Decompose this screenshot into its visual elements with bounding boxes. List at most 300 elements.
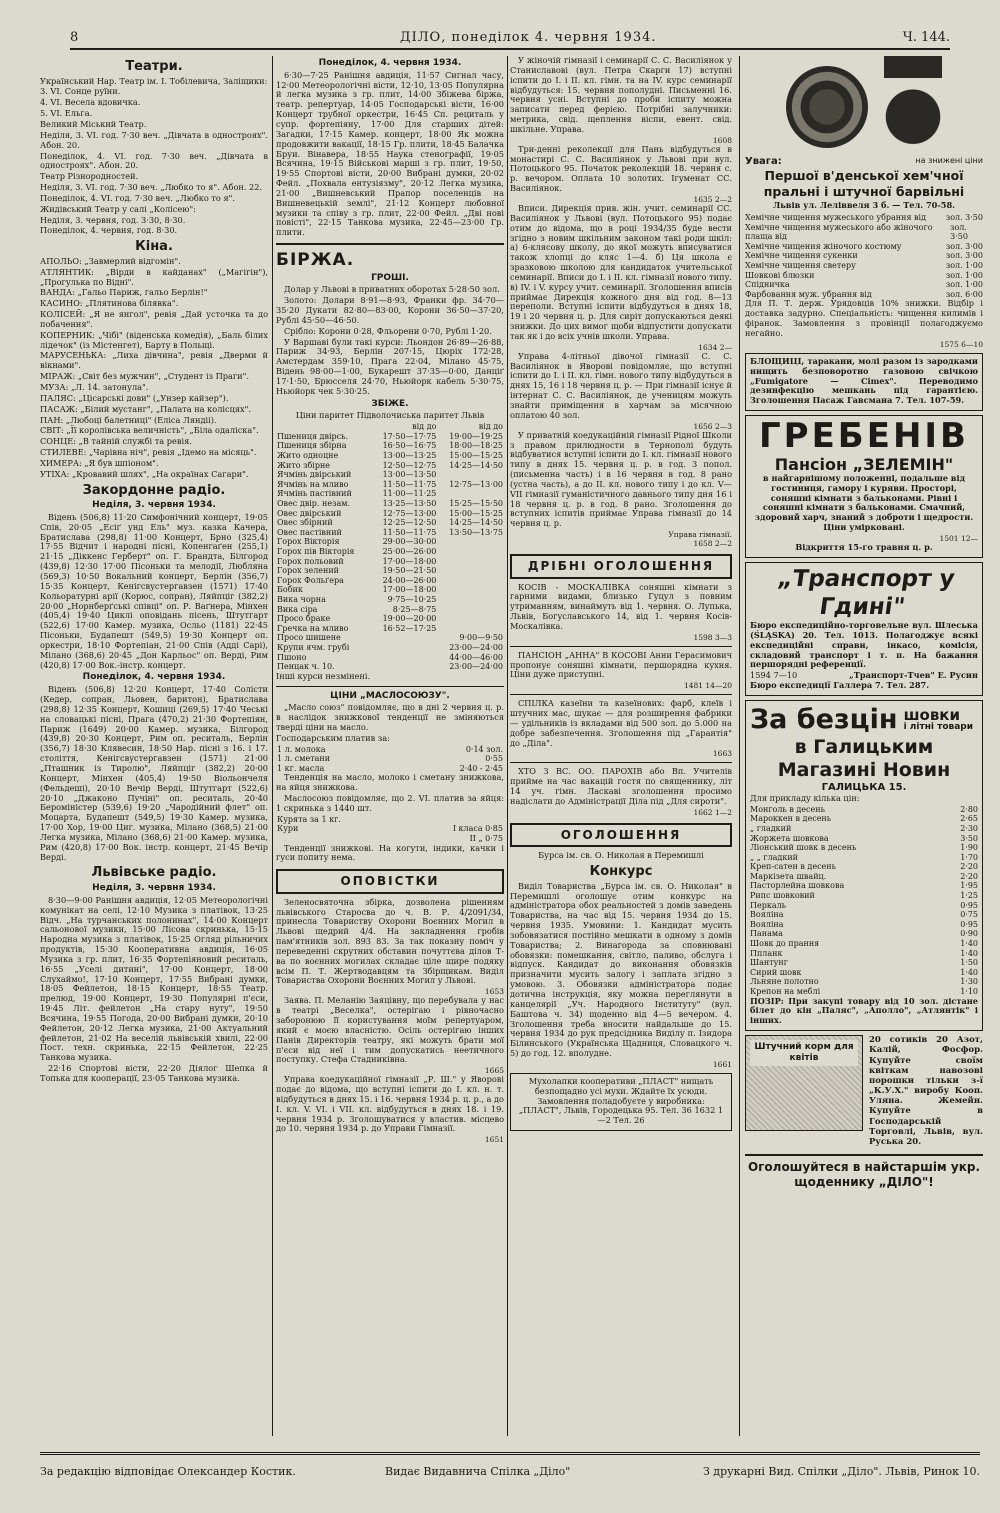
- cinema-item: МУЗА: „Л. 14. затонула".: [40, 381, 149, 392]
- section-cinema-heading: Кіна.: [135, 239, 173, 255]
- notice-ternopil-gymnasium: У приватній коедукаційній гімназії Рідної Школи з правом прилюдности в Тернополі будуть відбуватися вступні іспити до I. кл. гімназії нового типу в днях 15. червня ц. р. в год. 3 попол. (письменна часть) і в 16 червня в год. 8 рано (устна часть), а до II. кл. нового типу і до кл. V—VII гімназії гуманістичного давнього типу дня 16 і 18 червня ц. р. в год. 8 рано. Зголошення до вступних іспитів приймає Управа гімназії до 14 червня ц. р.: [510, 429, 732, 529]
- grain-table-header: [276, 422, 504, 432]
- silk-price: 1·40: [960, 967, 978, 977]
- silk-price: 1·30: [960, 977, 978, 987]
- notice-gymnasium-yavoriv: Управа коедукаційної гімназії „Р. Ш." у Яворові подає до відома, що вступні іспити до I. кл. н. т. відбудуться в днях 15. і 16. червня 1934 р. ц. р., а до I. кл. V. VI. і VII. кл. відбудуться в днях 18. і 19. червня 1934 р. Зголошуватися у властив. місцево до 10. червня 1934 р. до Управи Гімназії.: [276, 1074, 504, 1134]
- grain-price-lviv: [437, 614, 504, 624]
- maslosoyuz-tendency: Тенденція на масло, молоко і сметану знижкова, на яйця знижкова.: [276, 772, 504, 793]
- grain-row: [276, 614, 504, 624]
- silk-price-row: [750, 958, 978, 968]
- notice-retreat: Три-денні реколекції для Пань відбудуться в монастирі С. С. Василіянок у Львові при вул. Потоцького 95. Початок реколекцій 18. червня с. р. вечором. Оплата 10 золотих. Ігуменат СС. Василіянок.: [510, 143, 732, 194]
- maslo-item: 1 л. молока: [277, 744, 326, 754]
- grain-row: [276, 633, 504, 643]
- grain-name: Вика чорна: [277, 594, 326, 604]
- notice-ref: 1665: [484, 1066, 504, 1076]
- dye-price: зол. 3·50: [950, 222, 968, 242]
- column-2: [276, 56, 504, 1446]
- lviv-radio-monday-text: 6·30—7·25 Ранішня авдиція, 11·57 Сигнал часу, 12·00 Метеорологічні вісти, 12·10, 13·05 Популярна й легка музика з гр. плит, 14·00 Збіжева біржа, театр. репертуар, 14·05 Господарські вісти, 16·00 Концерт трубної оркестри, 16·45 Сп. рециталь у супр. фортепіяну, 17·00 Для старших дітей: Загадки, 17·15 Камер. концерт, 18·00 Як можна продовжити вакації, 18·15 Гр. плити, 18·45 Балачка Бруи. Вінавера, 18·55 Наука стенографії, 19·05 Всячина, 19·15 Військові марші з гр. плит, 19·50, 19·55 Спортові вісти, 20·00 Вибрані думки, 20·02 Фейл. „Похвала ентузіязму", 20·12 Легка музика, 21·00 „Вишневський Прапор поселенців на Вишневецькій землі", 21·12 Концерт любовної музики та співу з гр. плит, 22·00 Фейл. „Дві нові повісті", 22·15 Танкова музика, 22·45—23·00 Гр. плити.: [276, 69, 504, 238]
- notice-ref: 1634 2—: [698, 342, 732, 352]
- dye-service: Хемічне чищення мужеського або жіночого плаща від: [745, 222, 933, 242]
- silk-price: 3·50: [960, 833, 978, 843]
- notice-ref: 1656 2—3: [693, 421, 732, 431]
- dye-price: зол. 3·00: [945, 251, 983, 261]
- theatre-item: 3. VI. Сонце руїни.: [40, 86, 121, 97]
- maslo-price: 0·14 зол.: [465, 744, 503, 754]
- grain-price-pidvolochysk: 12·50—12·75: [382, 460, 437, 470]
- grain-price-lviv: 15·25—15·50: [449, 499, 503, 508]
- bedbug-text: БЛОЩИЦІ, таракани, молі разом із зародками нищить безповоротно газовою свічкою „Fumigatore — Cimex". Переводимо дезинфекцію мешкань під гарантією. Зголошення Пасаж Гавсмана 7. Тел. 107-59.: [750, 355, 978, 406]
- grain-price-pidvolochysk: 17·50—17·75: [382, 431, 437, 441]
- grain-price-pidvolochysk: 19·50—21·50: [382, 566, 437, 576]
- dye-price: зол. 3·00: [945, 241, 983, 251]
- grain-price-lviv: 23·00—24·00: [449, 662, 503, 672]
- grain-row: [276, 470, 504, 480]
- grain-row: [276, 480, 504, 490]
- dye-ad-title: Першої в'денської хем'чної пральні і штучної барвільні: [763, 168, 965, 199]
- grain-price-lviv: 9·00—9·50: [459, 633, 503, 643]
- gold-text: Золото: Долари 8·91—8·93, Франки фр. 34·70—35·20 Дукати 82·80—83·00, Корони 36·50—37·20, Рублі 45·50—46·50.: [276, 295, 504, 325]
- dye-service: Шовкові блюзки: [745, 270, 815, 280]
- dye-price: зол. 6·00: [945, 289, 983, 299]
- grain-row: [276, 585, 504, 595]
- silk-price: 2·80: [960, 804, 978, 814]
- section-theatres-heading: Театри.: [125, 59, 183, 74]
- grain-price-pidvolochysk: [371, 653, 438, 663]
- small-ad-parishes: ХТО З ВС. ОО. ПАРОХІВ або Вп. Учителів прийме на час вакацій гостя по священнику, літ 14 уч. гімн. Ласкаві зголошення просимо надіслати до Адміністрації Діла під „Для сироти".: [510, 766, 732, 807]
- page-number: 8: [70, 30, 79, 45]
- silk-item: Рипс шовковий: [750, 891, 815, 901]
- column-divider: [272, 56, 273, 1436]
- notice-ref: 1658 2—2: [693, 539, 732, 549]
- silver-text: Срібло: Корони 0·28, Фльорени 0·70, Рублі 1·20.: [284, 325, 492, 336]
- grain-price-table: [276, 422, 504, 671]
- silk-price: 1·95: [960, 881, 978, 891]
- maslo-row: [276, 745, 504, 755]
- theatre-item: Жидівський Театр у салі „Колісею":: [40, 203, 196, 214]
- theatre-item: 5. VI. Ельга.: [40, 108, 93, 119]
- grain-row: [276, 557, 504, 567]
- grain-price-lviv: 19·00—19·25: [449, 431, 503, 441]
- silk-item: Мароккен в десень: [750, 814, 832, 824]
- silk-price-row: [750, 814, 978, 824]
- grain-name: Вика сіра: [277, 604, 318, 614]
- grain-col-header: від до: [412, 422, 437, 432]
- grain-row: [276, 441, 504, 451]
- fertilizer-text: 20 сотиків 20 Азот, Калій, Фосфор. Купуйте своїм квіткам навозові порошки тільки з-ї „К.У.Х." виробу Кооп. Уляна. Жемейн. Купуйте в Господарській Торговлі, Львів, вул. Руська 20.: [869, 1035, 983, 1148]
- footer-editor: За редакцію відповідає Олександер Костик.: [40, 1465, 296, 1478]
- grain-name: Крупи ячм. грубі: [277, 642, 350, 652]
- galician-store-ad: [745, 700, 983, 1031]
- grain-price-lviv: [437, 595, 504, 605]
- small-ad-kosiv: КОСІВ - МОСКАЛІВКА соняшні кімнати з гарними видами, близько Гуцул з повним утриманням, винаймуть від 1. червня. О. Лупька, Львів, Богуславського 14, від 1. червня Косів-Москалівка.: [510, 581, 732, 631]
- cinema-listings: [40, 257, 268, 480]
- grain-price-pidvolochysk: 9·75—10·25: [387, 594, 437, 604]
- poultry-price: [403, 815, 504, 825]
- fertilizer-label: Штучний корм для квітів: [750, 1040, 858, 1066]
- footer-publisher: Видає Видавнича Спілка „Діло": [385, 1465, 571, 1478]
- cinema-item: АТЛЯНТИК: „Вірди в кайданах" („Магігін"), „Прогулька по Відні".: [40, 266, 268, 287]
- silk-price-row: [750, 968, 978, 978]
- silk-item: Креп-сатен в десень: [750, 862, 836, 872]
- notice-ref: 1653: [484, 987, 504, 997]
- cinema-item: АПОЛЬО: „Завмерлий відгомін".: [40, 255, 181, 266]
- small-ad-casein: СПІЛКА казеїни та казеїнових: фарб, клеїв і штучних мас, шукає — для розширення фабрики — удільників із вкладами від 500 зол. до 5.000 на добре забезпечення. Зголошення під „Гарантія" до „Діла".: [510, 698, 732, 748]
- store-address: ГАЛИЦЬКА 15.: [821, 781, 907, 793]
- poultry-price: I класа 0·85: [452, 824, 503, 834]
- cinema-item: КОПЕРНИК: „Чібі" (віденська комедія), „Баль білих лідечок" (із Містенгет), Барту в Польщі.: [40, 329, 268, 350]
- dye-service: Спідничка: [745, 280, 790, 290]
- silk-item: Маркізета швайц.: [750, 871, 827, 881]
- grain-col-header: від до: [478, 422, 503, 432]
- silk-item: Монголь в десень: [750, 804, 825, 814]
- dye-price-row: [745, 213, 983, 223]
- seal-icon: [786, 66, 868, 148]
- silk-price-row: [750, 881, 978, 891]
- theatre-listings: [40, 77, 268, 237]
- grain-price-lviv: 18·00—18·25: [449, 441, 503, 451]
- grain-name: Бобик: [277, 585, 303, 595]
- grain-price-lviv: [437, 547, 504, 557]
- page-header: [70, 28, 950, 50]
- lviv-radio-sunday-heading: Неділя, 3. червня 1934.: [92, 883, 216, 894]
- grain-price-pidvolochysk: 11·50—11·75: [382, 527, 437, 537]
- silk-item: Крепон на меблі: [750, 987, 821, 997]
- section-lviv-radio-heading: Львівське радіо.: [91, 865, 217, 881]
- notice-statement: Заява. П. Меланію Заяцівну, що перебувала у нас в театрі „Веселка", остерігаю і рівночасно заборонюю її користування моїм репертуаром, який є моєю власністю. Осіль остерігаю інших Панів Директорів театру, які можуть брати мої п'єси від неї і тим допускатись неетичного поступку. Стефа Стадниківна.: [276, 995, 504, 1065]
- store-notice: ПОЗІР: При закупі товару від 10 зол. дістане білет до кін „Паляс", „Аполло", „Атлянтік" і інших.: [750, 995, 978, 1026]
- notice-enrolment: Вписи. Дирекція прив. жін. учит. семинарії СС. Василіянок у Львові (вул. Потоцького 95) подає отим до відома, що в році 1934/35 буде вести згідно з новим шкільним законом такі роди шкіл: а) 6-клясову школу, до якої можуть вписуватися також хлопці до кляс 1—4. б) Ця школа є зразковою школою для кандидаток учительської семинарії. Вписи до I. і II. кл. гімназії нового типу. в) IV. і V. курсу учит. семинарії. Зголошення вписів приймає Дирекція кожного дня від год. 8—13 переполи. Вступні іспити відбудуться в днях 18, 19 і 20 червня ц. р. Для сиріт допускаються деякі знижки. До цих вимог щоби відпустити допускати так як і до всіх учнів школи. Управа.: [510, 202, 732, 341]
- silk-item: Шовк до прання: [750, 939, 820, 949]
- silk-price: 0·95: [960, 900, 978, 910]
- maslosoyuz-eggs: Маслосоюз повідомляє, що 2. VI. платив за яйця: 1 скринька з 1440 шт.: [276, 793, 504, 814]
- advertise-in-dilo: Оголошуйтеся в найстаршім укр. щоденнику „ДІЛО"!: [745, 1154, 983, 1189]
- dye-service: Хемічне чищення жіночого костюму: [745, 241, 902, 251]
- notice-ref: 1635 2—2: [693, 194, 732, 204]
- grain-name: Овес пастівний: [277, 527, 342, 537]
- store-price-list: [750, 805, 978, 997]
- grain-row: [276, 537, 504, 547]
- maslo-item: 1 кг. масла: [277, 763, 325, 773]
- grain-price-lviv: 14·25—14·50: [449, 460, 503, 470]
- silk-item: Сирий шовк: [750, 967, 802, 977]
- grain-price-pidvolochysk: 25·00—26·00: [382, 546, 437, 556]
- grain-name: Ячмінь пастівний: [277, 489, 352, 499]
- silk-price: 1·70: [960, 852, 978, 862]
- ad-ref: 1663: [712, 749, 732, 759]
- grain-name: Овес збірний: [277, 518, 333, 528]
- silk-item: „ „ гладкий: [750, 852, 799, 862]
- silk-price-row: [750, 949, 978, 959]
- dye-service: Хемічне чищення мужеського убрання від: [745, 213, 927, 223]
- grain-row: [276, 605, 504, 615]
- silk-price: 2·30: [960, 823, 978, 833]
- grain-price-pidvolochysk: 17·00—18·00: [382, 585, 437, 595]
- grain-row: [276, 499, 504, 509]
- theatre-item: Неділя, 3. червня, год. 3·30, 8·30.: [40, 214, 186, 225]
- money-heading: ГРОШІ.: [371, 272, 409, 283]
- grain-price-pidvolochysk: 13·00—13·50: [382, 470, 437, 480]
- silk-item: Шантунг: [750, 958, 788, 968]
- grain-row: [276, 461, 504, 471]
- store-goods: [904, 707, 973, 733]
- grain-name: Ячмінь на мливо: [277, 479, 349, 489]
- transport-bureau: Бюро експедиції Галлера 7. Тел. 287.: [750, 680, 930, 691]
- cinema-item: МІРАЖ: „Світ без мужчин", „Студент із Праги".: [40, 371, 250, 382]
- notice-stanislaviv-gymnasium: У жіночій гімназії і семинарії С. С. Василіянок у Станиславові (вул. Петра Скарги 17) вступні іспити до I. і II. кл. гімн. та на IV. курс семинарії відбудуться: 15. червня пополудні. Письменні 16. червня усні. Вступні до проби іспиту можна записати перед ферією. Потрібні залучники: метрика, свід. щеплення віспи, евент. свід. шкільне. Управа.: [510, 56, 732, 134]
- silk-price: 1·40: [960, 948, 978, 958]
- silk-price: 2·20: [960, 871, 978, 881]
- grain-name: Пшениця збірна: [277, 441, 347, 451]
- grain-row: [276, 576, 504, 586]
- grain-row: [276, 432, 504, 442]
- silk-price: 1·90: [960, 843, 978, 853]
- silk-price: 1·50: [960, 958, 978, 968]
- silk-price-row: [750, 977, 978, 987]
- grain-price-lviv: 23·00—24·00: [449, 642, 503, 652]
- maslosoyuz-text: „Масло союз" повідомляє, що в дні 2 червня ц. р. в наслідок знижкової тенденції не зміняються тверді ціни на масло.: [276, 702, 504, 733]
- grain-row: [276, 566, 504, 576]
- radio-sunday-text: Відень (506,8) 11·20 Симфонічний концерт, 19·05 Спів, 20·05 „Есіґ унд Ель" муз. казка Качера, Братислава (298,8) 11·00 Концерт, Брно (325,4) 17·55 Відчит і народні пісні, Копенгаґен (255,1) 21·15 „Діккенс Герберт" оп. Г. Брандта, Білгород (439,8) 12·30 17·00 Пісоньки та мелодії, Любляна (569,3) 10·50 Вокальний концерт, Берлін (356,7) 15·35 Концерт, Кенігсвустергавзен (1571) 17·40 Кольоратурні арії (Корюс, сопран), Ляйпціг (382,2) 20·00 „Норнберґські співці" оп. Р. Ваґнера, Мінхен (405,4) 19·40 Циклі оповідань пісень, Штутгарт (522,6) 17·00 Камер. музика, Осльо (1181) 22·45 Пісоньки, Будапешт (549,5) 19·30 Концерт оп. оркестри, 18·10 Фортепіан, 21·00 Спів (Адді Сарі), Мілано (368,6) 20·45 „Дон Карльос" оп. Верді, Рим (420,8) 17·00 Вок.-інстр. концерт.: [40, 511, 268, 670]
- ad-ref: 1575 6—10: [939, 339, 983, 349]
- dye-price-row: [745, 251, 983, 261]
- dye-ad-emblems: [745, 56, 983, 156]
- grain-price-pidvolochysk: 16·52—17·25: [382, 623, 437, 633]
- grain-name: Просо шишене: [277, 633, 341, 643]
- dye-service: Хемічне чищення светеру: [745, 261, 856, 271]
- plast-text: Мухолапки кооперативи „ПЛАСТ" нищать безпощадно усі мухи. Ждайте їх усюди. Замовлення поладобуєте у виробника: „ПЛАСТ", Львів, Городецька 95. Тел. 36 1632 1—2 Тел. 26: [518, 1075, 724, 1126]
- dye-price-row: [745, 271, 983, 281]
- silk-item: Жоржета шовкова: [750, 833, 829, 843]
- dye-price-row: [745, 242, 983, 252]
- silk-price-row: [750, 805, 978, 815]
- column-divider: [739, 56, 740, 1436]
- cinema-item: СОНЦЕ: „В тайній службі та ревія.: [40, 436, 192, 447]
- theatre-item: 4. VI. Весела вдовичка.: [40, 97, 141, 108]
- bedbug-ad: [745, 353, 983, 411]
- maslosoyuz-price-table: [276, 745, 504, 774]
- dye-ad-note: Для П. Т. держ. Урядовців 10% знижки. Відбір і доставка задурно. Спеціальність: чищення килимів і фіранок. Замовлення з провінції полагоджуємо негайно.: [745, 298, 983, 338]
- ad-ref: 1661: [712, 1059, 732, 1069]
- zelemin-text: в найгарнішому положенні, подальше від гостиниця, гамору і куряви. Просторі, соняшні кімнати з бальконами. Рівні і соняшні кімнати з бальконами. Смачний, здоровий харч, знаний з доброти і щедрости. Ціни умірковані.: [754, 472, 974, 533]
- column-1: [40, 56, 268, 1446]
- radio-sunday-heading: Неділя, 3. червня 1934.: [92, 500, 216, 511]
- grain-name: Горох Фольґера: [277, 575, 344, 585]
- cinema-item: ПАСАЖ: „Білий мустанг", „Палата на колісцях".: [40, 403, 252, 414]
- poultry-row: [276, 824, 504, 834]
- dye-price-row: [745, 261, 983, 271]
- poultry-item: Курята за 1 кг.: [277, 814, 341, 824]
- divider: [276, 243, 504, 245]
- poultry-price-table: [276, 815, 504, 844]
- silk-item: Ппланк: [750, 948, 783, 958]
- grain-price-lviv: [437, 537, 504, 547]
- medal-icon: [884, 56, 942, 148]
- grain-subheading: Ціни паритет Підволочиська паритет Львів: [295, 410, 485, 421]
- grain-row: [276, 489, 504, 499]
- theatre-item: Понеділок, 4. VI. год. 7·30 веч. „Дівчата в одностроях". Абон. 20.: [40, 150, 268, 171]
- cinema-item: МАРУСЕНЬКА: „Лиха дівчина", ревія „Дверми й вікнами".: [40, 350, 268, 371]
- grain-price-pidvolochysk: [371, 662, 438, 672]
- money-text: Долар у Львові в приватних оборотах 5·28·50 зол.: [284, 284, 500, 295]
- grain-name: Горох зелений: [277, 566, 340, 576]
- silk-price: 1·10: [960, 987, 978, 997]
- divider: [276, 686, 504, 687]
- grain-name: Жито збірне: [277, 460, 331, 470]
- poultry-note: Тенденції знижкові. На когути, індики, качки і гуси попиту нема.: [276, 842, 504, 863]
- issue-number: Ч. 144.: [902, 30, 950, 45]
- grain-price-pidvolochysk: 29·00—30·00: [382, 537, 437, 547]
- grain-price-pidvolochysk: [371, 633, 438, 643]
- grain-name: Овес двір. незам.: [277, 499, 350, 508]
- silk-price-row: [750, 910, 978, 920]
- dye-ad-topline: [745, 156, 983, 168]
- zelemin-ad: [745, 415, 983, 558]
- footer-printer: З друкарні Вид. Спілки „Діло". Львів, Ринок 10.: [702, 1465, 980, 1478]
- maslo-price: 0·55: [485, 754, 503, 764]
- warsaw-rates-text: У Варшаві були такі курси: Льондон 26·89—26·88, Париж 34·93, Берлін 207·15, Цюріх 172·28, Амстердам 359·10, Прага 22·04, Мілано 45·75, Відень 98·00—1·00, Букарешт 37·35—0·00, Данціґ 17·1·50, Брюсселя 24·70, Ньюйорк кабель 5·30·75, Ньюйорк чек 5·30·25.: [276, 336, 504, 396]
- ad-ref: 1501 12—: [939, 533, 978, 543]
- grain-name: Горох польовий: [277, 556, 344, 566]
- silk-price-row: [750, 853, 978, 863]
- grain-name: Пшениця двірсь.: [277, 431, 349, 441]
- transport-title: „Транспорт у Гдині": [775, 565, 957, 620]
- grain-row: [276, 653, 504, 663]
- grain-price-pidvolochysk: 12·25—12·50: [382, 518, 437, 528]
- grain-name: Овес двірський: [277, 508, 342, 518]
- grain-price-pidvolochysk: 13·00—13·25: [382, 451, 437, 461]
- notice-ref: 1608: [712, 135, 732, 145]
- grain-price-pidvolochysk: 11·50—11·75: [382, 479, 437, 489]
- zelemin-opening: Відкриття 15-го травня ц. р.: [795, 541, 933, 552]
- grain-name: Пшоно: [277, 652, 307, 662]
- grain-name: Ячмінь двірський: [277, 470, 352, 480]
- grain-price-lviv: [437, 557, 504, 567]
- section-bourse-heading: БІРЖА.: [276, 250, 355, 271]
- poultry-item: Кури: [277, 824, 299, 834]
- dye-price: зол. 1·00: [945, 280, 983, 290]
- silk-price-row: [750, 920, 978, 930]
- poultry-row: [276, 815, 504, 825]
- silk-item: Панама: [750, 929, 783, 939]
- transport-text: Бюро експедиційно-торговельне вул. Шлеська (ŚLĄSKA) 20. Тел. 1013. Полагоджує всякі експедиційні справи, інкасо, комісія, складовий транспорт і т. п. На бажання першорядні референції.: [750, 620, 978, 670]
- silk-item: Перкаль: [750, 900, 787, 910]
- column-divider: [507, 56, 508, 1436]
- silk-price-row: [750, 824, 978, 834]
- silk-price-row: [750, 891, 978, 901]
- bursa-name: Бурса ім. св. О. Николая в Перемишлі: [538, 850, 704, 861]
- grain-price-pidvolochysk: 16·50—16·75: [382, 441, 437, 451]
- notices-heading: ОПОВІСТКИ: [276, 869, 504, 893]
- cinema-item: ПАН: „Любоці балетниці" (Еліса Ляндіі).: [40, 414, 217, 425]
- announcements-heading: ОГОЛОШЕННЯ: [510, 823, 732, 847]
- theatre-item: Український Нар. Театр ім. І. Тобілевича, Заліщики:: [40, 75, 268, 86]
- dye-service: Фарбовання муж. убрання від: [745, 289, 872, 299]
- dye-ad-discount: на знижені ціни: [915, 156, 983, 165]
- silk-item: „ гладкий: [750, 823, 792, 833]
- small-ads-heading: ДРІБНІ ОГОЛОШЕННЯ: [510, 554, 732, 578]
- dye-price: зол. 1·00: [945, 270, 983, 280]
- dye-price-list: [745, 213, 983, 299]
- grain-price-lviv: [437, 576, 504, 586]
- dye-price-row: [745, 223, 983, 242]
- grain-row: [276, 595, 504, 605]
- column-4: [745, 56, 983, 1446]
- theatre-item: Неділя, 3. VI. год. 7·30 веч. „Дівчата в одностроях". Абон. 20.: [40, 129, 268, 150]
- poultry-price: II „ 0·75: [469, 834, 503, 844]
- notice-ref: 1651: [484, 1135, 504, 1145]
- store-other: і літні товари: [903, 722, 974, 733]
- konkurs-heading: Конкурс: [589, 864, 653, 880]
- masthead-date: ДІЛО, понеділок 4. червня 1934.: [400, 30, 657, 45]
- grain-price-pidvolochysk: 17·00—18·00: [382, 556, 437, 566]
- grain-row: [276, 528, 504, 538]
- grain-price-pidvolochysk: 12·75—13·00: [382, 508, 437, 518]
- store-headline: [750, 704, 978, 736]
- grain-price-pidvolochysk: 19·00—20·00: [382, 614, 437, 624]
- dye-ad-attention: Увага:: [745, 156, 782, 167]
- lviv-radio-text-end: 22·16 Спортові вісти, 22·20 Діялог Шепка й Топька для кооперації, 23·05 Танкова музика.: [40, 1063, 268, 1084]
- grain-price-lviv: 15·00—15·25: [449, 508, 503, 518]
- silk-item: Пасторлейна шовкова: [750, 881, 845, 891]
- grain-row: [276, 451, 504, 461]
- small-ad-pension-anna: ПАНСІОН „АННА" В КОСОВІ Анни Герасимович пропонує соняшні кімнати, першорядна кухня. Ціни дуже приступні.: [510, 649, 732, 680]
- cinema-item: УТІХА: „Кровавий шлях", „На окраїнах Сагари".: [40, 468, 249, 479]
- grain-price-lviv: [437, 605, 504, 615]
- silk-price: 2·65: [960, 814, 978, 824]
- grain-row: [276, 643, 504, 653]
- silk-price-row: [750, 939, 978, 949]
- silk-price: 0·90: [960, 929, 978, 939]
- ad-ref: 1662 1—2: [693, 807, 732, 817]
- dye-price-row: [745, 280, 983, 290]
- radio-monday-heading: Понеділок, 4. червня 1934.: [82, 672, 226, 683]
- silk-item: Льняне полотно: [750, 977, 819, 987]
- grain-name: Горох Вікторія: [277, 537, 340, 547]
- grain-price-lviv: [437, 585, 504, 595]
- maslo-item: 1 л. сметани: [277, 754, 331, 764]
- grain-price-pidvolochysk: 11·00—11·25: [382, 489, 437, 499]
- cinema-item: КАСИНО: „Плятинова білявка".: [40, 298, 179, 309]
- grain-price-lviv: [437, 470, 504, 480]
- silk-price: 1·25: [960, 891, 978, 901]
- grain-price-pidvolochysk: 24·00—26·00: [382, 575, 437, 585]
- grain-name: Жито одноцне: [277, 451, 339, 461]
- fertilizer-ad: [745, 1035, 983, 1148]
- dye-ad-address: Львів ул. Леліввеля 3 б. — Тел. 70-58.: [773, 200, 955, 211]
- cinema-item: СВІТ: „Її королівська величність", „Біла одаліска".: [40, 425, 259, 436]
- silk-item: Вояліна: [750, 919, 784, 929]
- theatre-item: Понеділок, 4. VI. год. 7·30 веч. „Любко то я".: [40, 192, 235, 203]
- ad-ref: 1598 3—3: [693, 632, 732, 642]
- notice-yavoriv-girls-gymnasium: Управа 4-літньої дівочої гімназії С. С. Василіянок в Яворові повідомляє, що вступні іспити до I. і II. кл. гімн. нового типу відбудуться в днях 15, 16 і 18 червня ц. р. — При гімназії існує й інтернат С. С. Василіянок, де ученицям можуть знайти приміщення в харчам за місячною оплатою 40 зол.: [510, 350, 732, 420]
- notice-war-graves: Зеленосвяточна збірка, дозволена рішенням львівського Старосва до ч. В. Р. 4/2091/34, принесла Товариству Охорони Воєнних Могил в Львові щедрий 4/4. На закладнення гробів пам'ятників зол. 893 83. За так показну поміч у переведенні скрутних обставин почуттєва ділов Т-ва по воєнних могилах складає ціле щире подяку всім П. Т. Жертводавцям та Збірщикам. Виділ Товариства Охорони Воєнних Могил у Львові.: [276, 896, 504, 986]
- grain-heading: ЗБІЖЕ.: [371, 398, 409, 409]
- silk-price: 0·75: [960, 910, 978, 920]
- silk-price: 2·20: [960, 862, 978, 872]
- store-name: в Галицьким Магазині Новин: [777, 736, 951, 782]
- store-bezcin: За безцін: [750, 703, 898, 735]
- theatre-item: Театр Різнородностей.: [40, 171, 139, 182]
- grain-price-lviv: [437, 624, 504, 634]
- page-footer: [40, 1452, 980, 1482]
- silk-price-row: [750, 901, 978, 911]
- grain-price-lviv: 12·75—13·00: [449, 479, 503, 489]
- cinema-item: ПАЛЯС: „Цісарські дови" („Унзер кайзер").: [40, 392, 229, 403]
- maslo-price: 2·40 - 2·45: [459, 763, 503, 773]
- grain-price-lviv: 15·00—15·25: [449, 451, 503, 461]
- grain-row: [276, 509, 504, 519]
- silk-item: Ліонський шовк в десень: [750, 843, 857, 853]
